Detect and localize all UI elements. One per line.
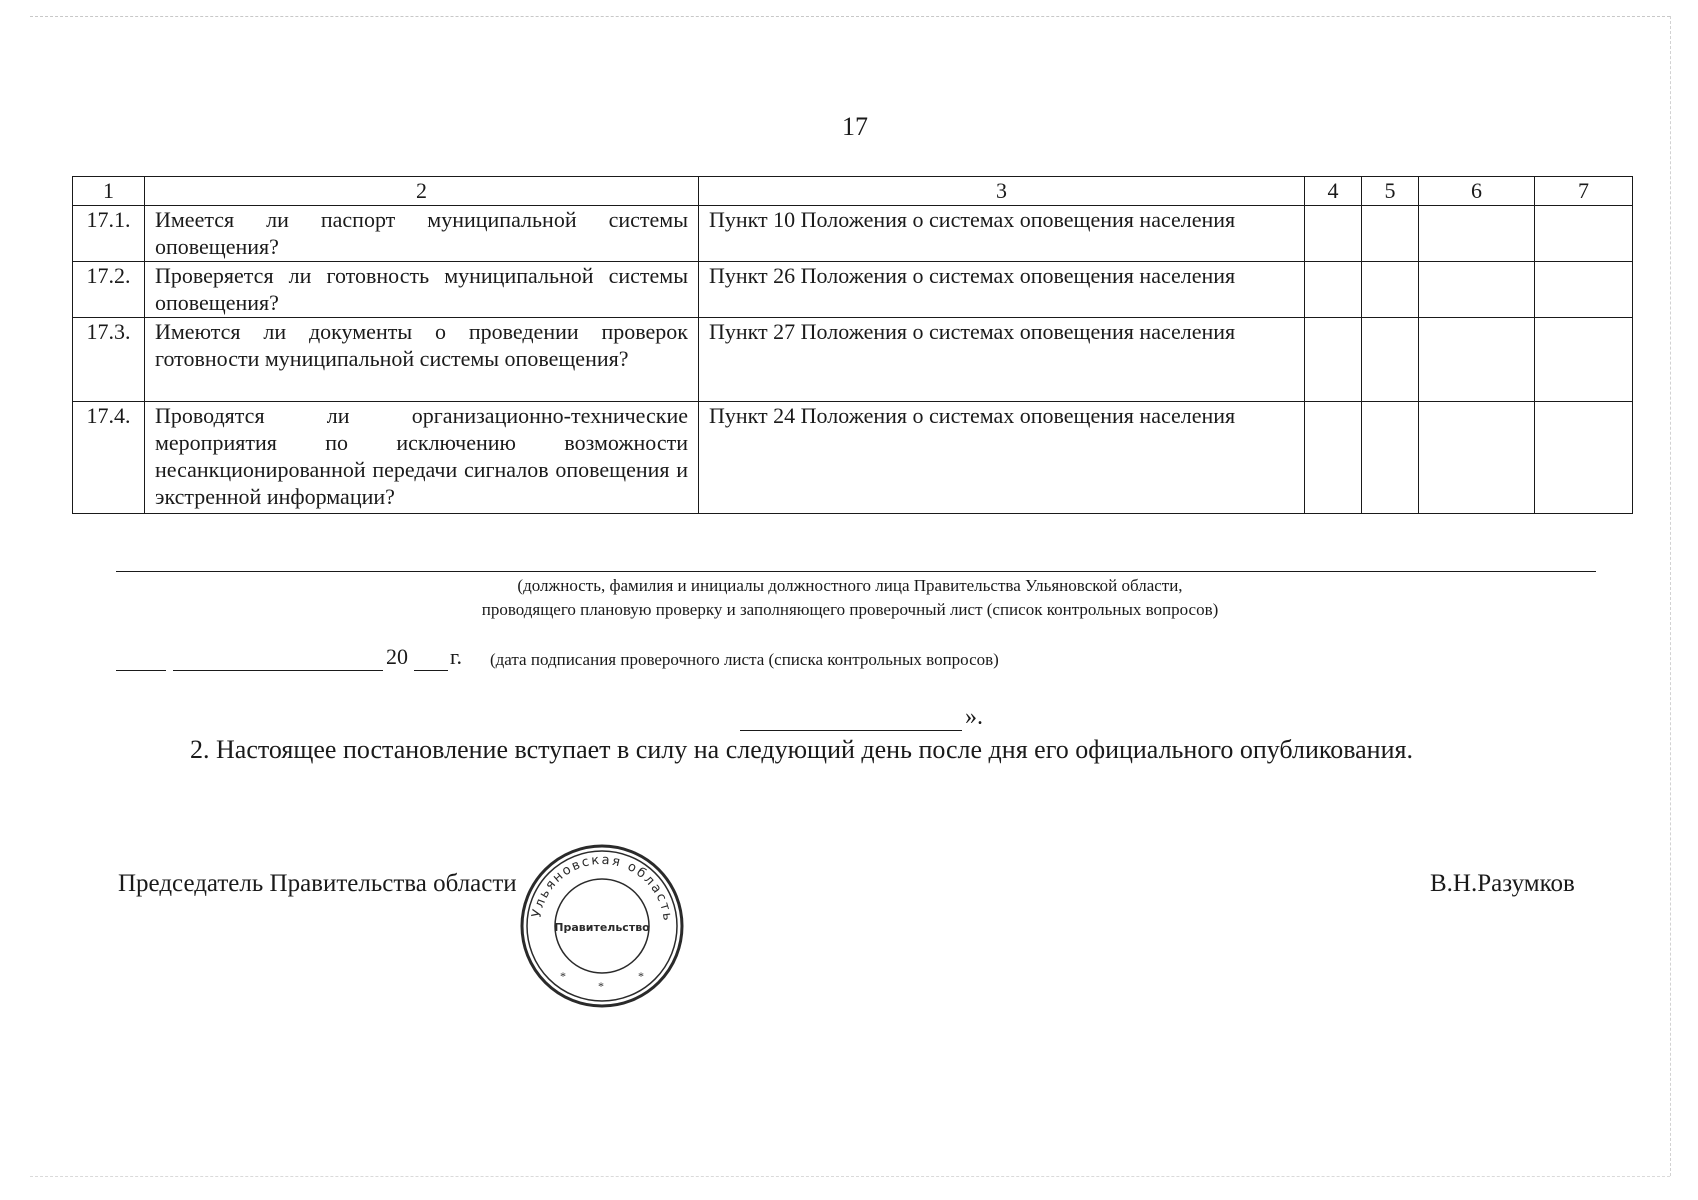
svg-text:Правительство: Правительство xyxy=(554,921,650,934)
answer-cell xyxy=(1419,318,1535,402)
row-number: 17.2. xyxy=(73,262,145,318)
official-note-line2: проводящего плановую проверку и заполняющего проверочный лист (список контрольных вопросов) xyxy=(481,600,1219,619)
official-signature-line xyxy=(116,571,1596,572)
row-question: Имеются ли документы о проведении проверок готовности муниципальной системы оповещения? xyxy=(145,318,699,402)
answer-cell xyxy=(1305,402,1362,514)
date-year-blank xyxy=(414,670,448,671)
date-month-blank xyxy=(173,670,383,671)
date-note: (дата подписания проверочного листа (списка контрольных вопросов) xyxy=(490,650,999,669)
row-question: Проводятся ли организационно-технические мероприятия по исключению возможности несанкционированной передачи сигналов оповещения и экстренной информации? xyxy=(145,402,699,514)
answer-cell xyxy=(1362,262,1419,318)
row-reference: Пункт 10 Положения о системах оповещения населения xyxy=(699,206,1305,262)
scan-edge-right xyxy=(1670,16,1671,1176)
answer-cell xyxy=(1305,318,1362,402)
answer-cell xyxy=(1419,262,1535,318)
svg-text:*: * xyxy=(598,979,604,993)
answer-cell xyxy=(1362,318,1419,402)
column-header: 3 xyxy=(699,177,1305,206)
scan-edge-top xyxy=(30,16,1670,17)
column-header: 7 xyxy=(1535,177,1633,206)
date-day-blank xyxy=(116,670,166,671)
paragraph-2: 2. Настоящее постановление вступает в силу на следующий день после дня его официального опубликования. xyxy=(190,735,1413,764)
svg-text:Ульяновская область: Ульяновская область xyxy=(529,852,676,924)
row-number: 17.1. xyxy=(73,206,145,262)
answer-cell xyxy=(1362,402,1419,514)
answer-cell xyxy=(1419,206,1535,262)
column-header: 4 xyxy=(1305,177,1362,206)
answer-cell xyxy=(1535,318,1633,402)
row-question: Проверяется ли готовность муниципальной системы оповещения? xyxy=(145,262,699,318)
table-header-row xyxy=(73,177,1633,206)
row-number: 17.3. xyxy=(73,318,145,402)
closing-quote: ». xyxy=(965,704,983,730)
table-row xyxy=(73,262,1633,318)
answer-cell xyxy=(1305,262,1362,318)
row-question: Имеется ли паспорт муниципальной системы оповещения? xyxy=(145,206,699,262)
page-number: 17 xyxy=(842,112,868,141)
table-row xyxy=(73,318,1633,402)
table-row xyxy=(73,402,1633,514)
row-reference: Пункт 26 Положения о системах оповещения населения xyxy=(699,262,1305,318)
column-header: 1 xyxy=(73,177,145,206)
svg-text:*: * xyxy=(638,969,644,983)
answer-cell xyxy=(1419,402,1535,514)
date-year-prefix: 20 xyxy=(386,644,408,669)
date-year-suffix: г. xyxy=(450,644,463,669)
answer-cell xyxy=(1305,206,1362,262)
checklist-table xyxy=(72,176,1633,514)
answer-cell xyxy=(1535,206,1633,262)
signatory-title: Председатель Правительства области xyxy=(118,870,517,897)
closing-blank-line xyxy=(740,730,962,731)
signatory-name: В.Н.Разумков xyxy=(1430,870,1575,897)
official-note-line1: (должность, фамилия и инициалы должностного лица Правительства Ульяновской области, xyxy=(517,576,1183,595)
answer-cell xyxy=(1535,402,1633,514)
scan-edge-bottom xyxy=(30,1176,1670,1177)
column-header: 5 xyxy=(1362,177,1419,206)
row-reference: Пункт 27 Положения о системах оповещения населения xyxy=(699,318,1305,402)
row-number: 17.4. xyxy=(73,402,145,514)
row-reference: Пункт 24 Положения о системах оповещения населения xyxy=(699,402,1305,514)
table-row xyxy=(73,206,1633,262)
column-header: 2 xyxy=(145,177,699,206)
column-header: 6 xyxy=(1419,177,1535,206)
answer-cell xyxy=(1535,262,1633,318)
answer-cell xyxy=(1362,206,1419,262)
svg-text:*: * xyxy=(560,969,566,983)
official-seal-stamp xyxy=(518,842,686,1010)
